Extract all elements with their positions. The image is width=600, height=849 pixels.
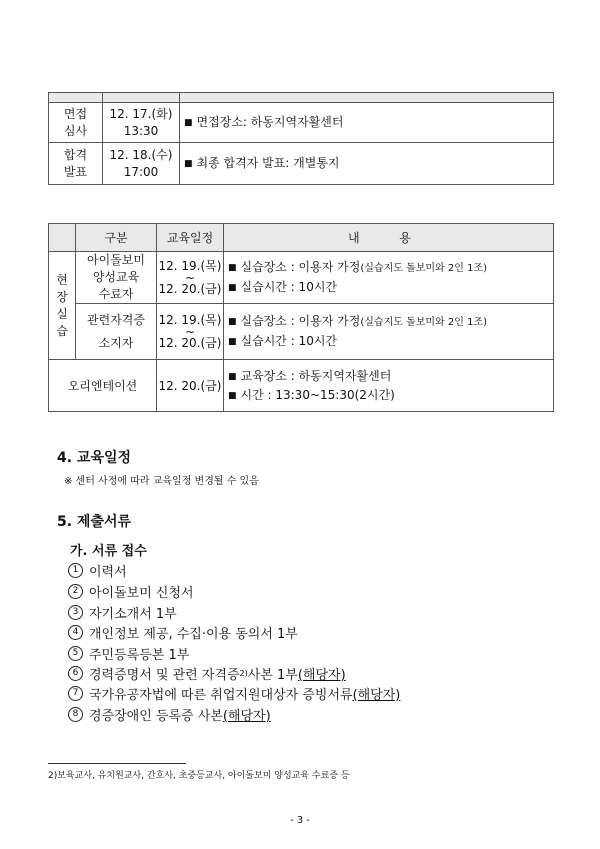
list-item: 8 경증장애인 등록증 사본 (해당자) (68, 705, 271, 724)
bullet-icon: ■ (184, 159, 193, 169)
footnote: 2)보육교사, 유치원교사, 간호사, 초중등교사, 아이돌보미 양성교육 수료증 등 (48, 771, 350, 781)
list-item: 4 개인정보 제공, 수집·이용 동의서 1부 (68, 623, 298, 642)
section-5-title: 5. 제출서류 (57, 514, 132, 530)
section-4-title: 4. 교육일정 (57, 450, 132, 466)
circled-number-icon: 8 (68, 707, 83, 722)
circled-number-icon: 3 (68, 605, 83, 620)
header-category: 구분 (76, 224, 157, 252)
circled-number-icon: 5 (68, 646, 83, 661)
circled-number-icon: 4 (68, 625, 83, 640)
bullet-icon: ■ (228, 371, 237, 382)
header-schedule: 교육일정 (157, 224, 224, 252)
table-row: 면접 심사 12. 17.(화) 13:30 ■ 면접장소: 하동지역자활센터 (49, 103, 554, 143)
circled-number-icon: 1 (68, 563, 83, 578)
page-number: - 3 - (290, 815, 310, 826)
circled-number-icon: 2 (68, 584, 83, 599)
bullet-icon: ■ (228, 283, 237, 293)
table-row: 현 장 실 습 아이돌보미 양성교육 수료자 12. 19.(목) ~ 12. 20.(금) ■ 실습장소 : 이용자 가정(실습지도 돌보미와 2인 1조) ■ 실습시간 : 10시간 (49, 252, 554, 304)
bullet-icon: ■ (228, 317, 237, 327)
footnote-divider (48, 763, 186, 764)
list-item: 3 자기소개서 1부 (68, 603, 177, 622)
bullet-icon: ■ (228, 263, 237, 273)
table-row: 관련자격증 소지자 12. 19.(목) ~ 12. 20.(금) ■ 실습장소 : 이용자 가정(실습지도 돌보미와 2인 1조) ■ 실습시간 : 10시간 (49, 304, 554, 360)
list-item: 7 국가유공자법에 따른 취업지원대상자 증빙서류 (해당자) (68, 684, 400, 703)
header-content: 내 용 (224, 224, 554, 252)
list-item: 5 주민등록등본 1부 (68, 644, 189, 663)
section-5-subtitle: 가. 서류 접수 (70, 544, 147, 559)
list-item: 2 아이돌보미 신청서 (68, 582, 194, 601)
table-row: 합격 발표 12. 18.(수) 17:00 ■ 최종 합격자 발표: 개별통지 (49, 143, 554, 185)
selection-schedule-table (48, 92, 554, 185)
circled-number-icon: 6 (68, 666, 83, 681)
table-row: 오리엔테이션 12. 20.(금) ■ 교육장소 : 하동지역자활센터 ■ 시간 : 13:30~15:30(2시간) (49, 360, 554, 412)
circled-number-icon: 7 (68, 686, 83, 701)
bullet-icon: ■ (228, 390, 237, 401)
training-schedule-table (48, 223, 554, 412)
bullet-icon: ■ (184, 118, 193, 128)
list-item: 1 이력서 (68, 561, 127, 580)
field-practice-label: 현 장 실 습 (49, 252, 76, 360)
section-4-note: ※ 센터 사정에 따라 교육일정 변경될 수 있음 (64, 476, 259, 487)
list-item: 6 경력증명서 및 관련 자격증 2) 사본 1부 (해당자) (68, 664, 346, 683)
bullet-icon: ■ (228, 337, 237, 347)
